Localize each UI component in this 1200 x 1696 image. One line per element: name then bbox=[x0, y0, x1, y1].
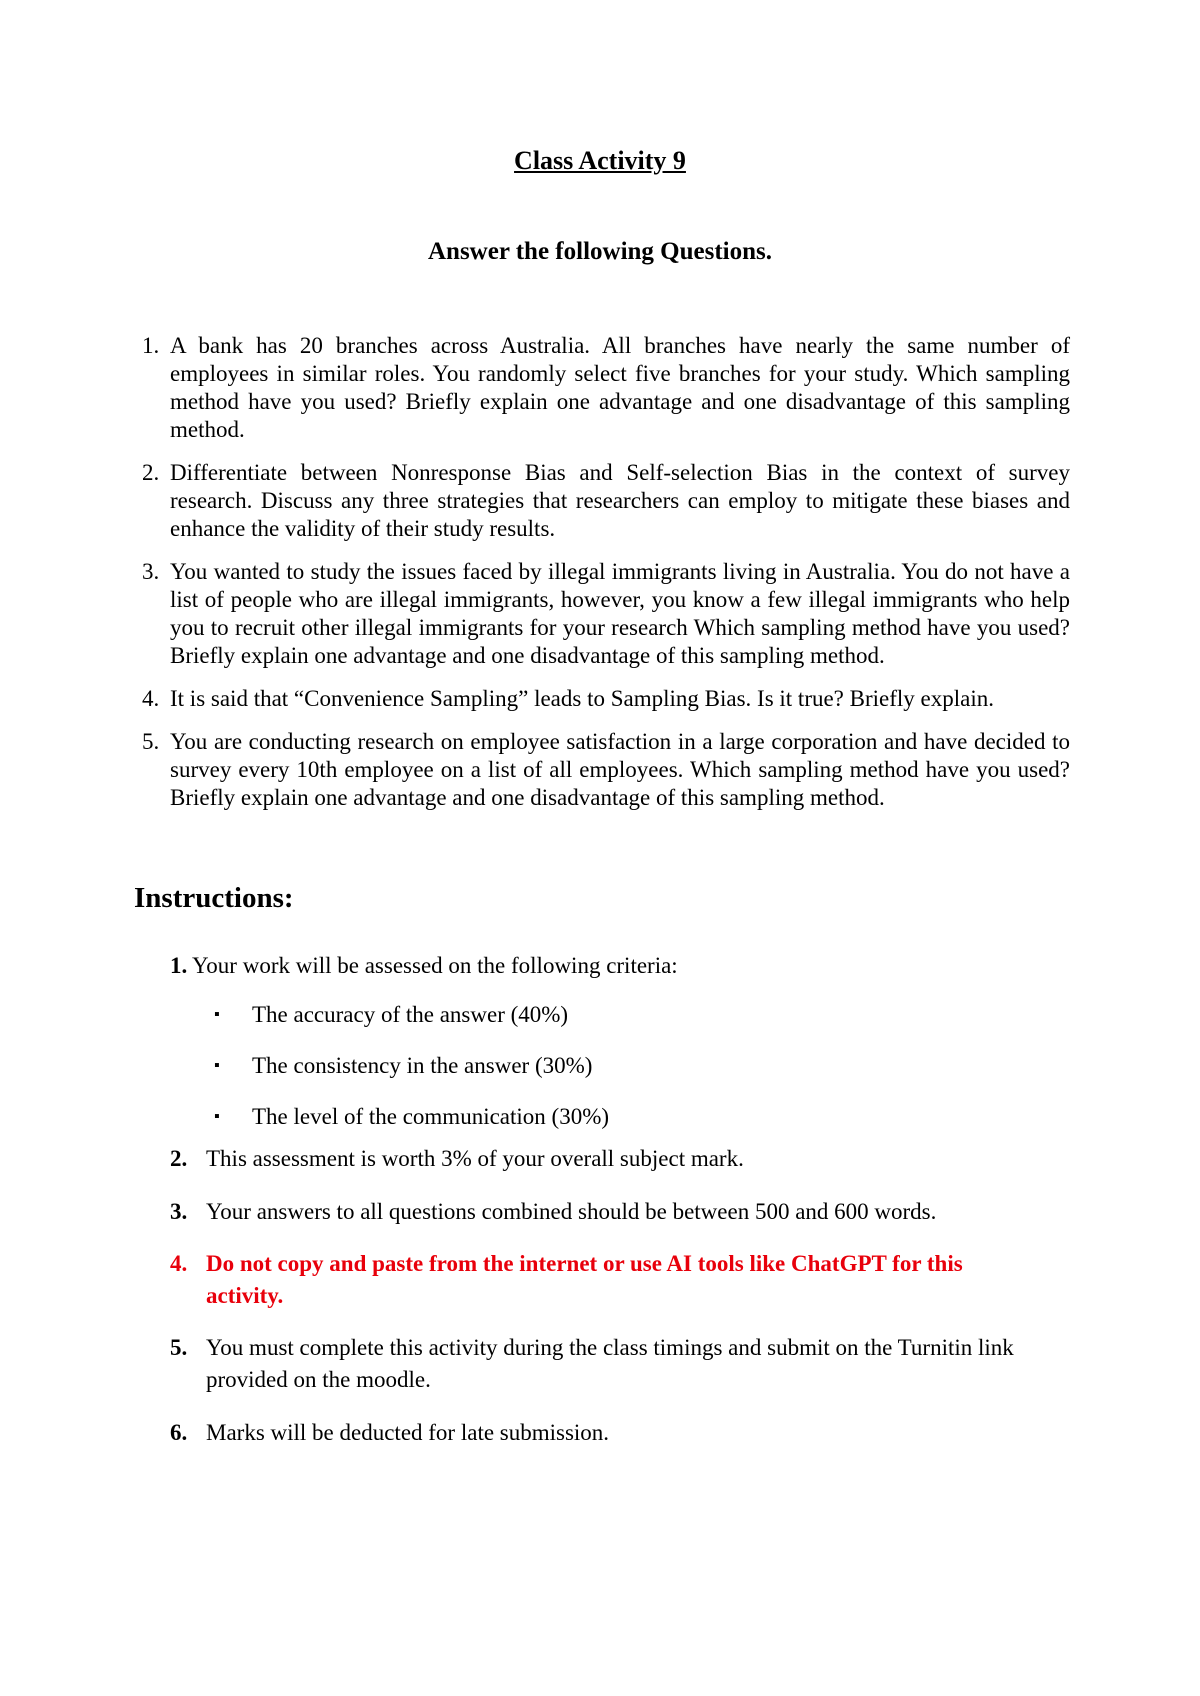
bullet-icon: ▪ bbox=[214, 1057, 220, 1074]
question-2 bbox=[142, 459, 1070, 543]
question-1 bbox=[142, 332, 1070, 444]
question-number: 4. bbox=[142, 686, 160, 711]
question-5 bbox=[142, 728, 1070, 812]
instruction-number: 5. bbox=[170, 1335, 188, 1360]
document-title: Class Activity 9 bbox=[514, 146, 686, 175]
criteria-item-1 bbox=[214, 1002, 568, 1028]
instruction-text-continued: provided on the moodle. bbox=[206, 1367, 431, 1392]
instructions-heading: Instructions: bbox=[134, 882, 294, 914]
instruction-number: 3. bbox=[170, 1199, 188, 1224]
question-text: A bank has 20 branches across Australia. All branches have nearly the same number of employees in similar roles. You randomly select five branches for your study. Which sampling method have you used? Briefly explain one advantage and one disadvantage of this sampling method. bbox=[170, 333, 1070, 442]
question-4 bbox=[142, 685, 1070, 713]
criteria-item-2 bbox=[214, 1053, 592, 1079]
instruction-text: You must complete this activity during the class timings and submit on the Turnitin link bbox=[206, 1335, 1014, 1360]
instruction-number: 2. bbox=[170, 1146, 188, 1171]
question-text: You are conducting research on employee satisfaction in a large corporation and have decided to survey every 10th employee on a list of all employees. Which sampling method have you used? Briefly explain one advantage and one disadvantage of this sampling method. bbox=[170, 729, 1070, 810]
question-number: 1. bbox=[142, 333, 160, 358]
instruction-4-warning bbox=[170, 1248, 1070, 1312]
instruction-6 bbox=[170, 1417, 1070, 1449]
criteria-text: The consistency in the answer (30%) bbox=[252, 1053, 593, 1078]
instruction-number: 1. bbox=[170, 953, 188, 978]
question-number: 5. bbox=[142, 729, 160, 754]
instruction-3 bbox=[170, 1196, 1070, 1228]
criteria-text: The level of the communication (30%) bbox=[252, 1104, 610, 1129]
instruction-number: 6. bbox=[170, 1420, 188, 1445]
instruction-text: Do not copy and paste from the internet or use AI tools like ChatGPT for this bbox=[206, 1251, 963, 1276]
question-text: It is said that “Convenience Sampling” leads to Sampling Bias. Is it true? Briefly explain. bbox=[170, 686, 994, 711]
question-list bbox=[142, 332, 1070, 827]
question-number: 2. bbox=[142, 460, 160, 485]
instruction-text-continued: activity. bbox=[206, 1283, 284, 1308]
instruction-text: This assessment is worth 3% of your overall subject mark. bbox=[206, 1146, 744, 1171]
instruction-2 bbox=[170, 1143, 1070, 1175]
instruction-text: Your work will be assessed on the following criteria: bbox=[192, 953, 678, 978]
question-text: You wanted to study the issues faced by illegal immigrants living in Australia. You do not have a list of people who are illegal immigrants, however, you know a few illegal immigrants who help you to recruit other illegal immigrants for your research Which sampling method have you used? Briefly explain one advantage and one disadvantage of this sampling method. bbox=[170, 559, 1070, 668]
question-3 bbox=[142, 558, 1070, 670]
question-number: 3. bbox=[142, 559, 160, 584]
question-text: Differentiate between Nonresponse Bias and Self-selection Bias in the context of survey research. Discuss any three strategies that researchers can employ to mitigate these biases and enhance the validity of their study results. bbox=[170, 460, 1070, 541]
instruction-text: Your answers to all questions combined should be between 500 and 600 words. bbox=[206, 1199, 937, 1224]
bullet-icon: ▪ bbox=[214, 1108, 220, 1125]
document-subtitle: Answer the following Questions. bbox=[427, 238, 772, 265]
bullet-icon: ▪ bbox=[214, 1006, 220, 1023]
instruction-5 bbox=[170, 1332, 1070, 1396]
instruction-number: 4. bbox=[170, 1251, 188, 1276]
criteria-text: The accuracy of the answer (40%) bbox=[252, 1002, 569, 1027]
instruction-text: Marks will be deducted for late submission. bbox=[206, 1420, 610, 1445]
instruction-1 bbox=[170, 950, 1070, 982]
criteria-item-3 bbox=[214, 1104, 609, 1130]
